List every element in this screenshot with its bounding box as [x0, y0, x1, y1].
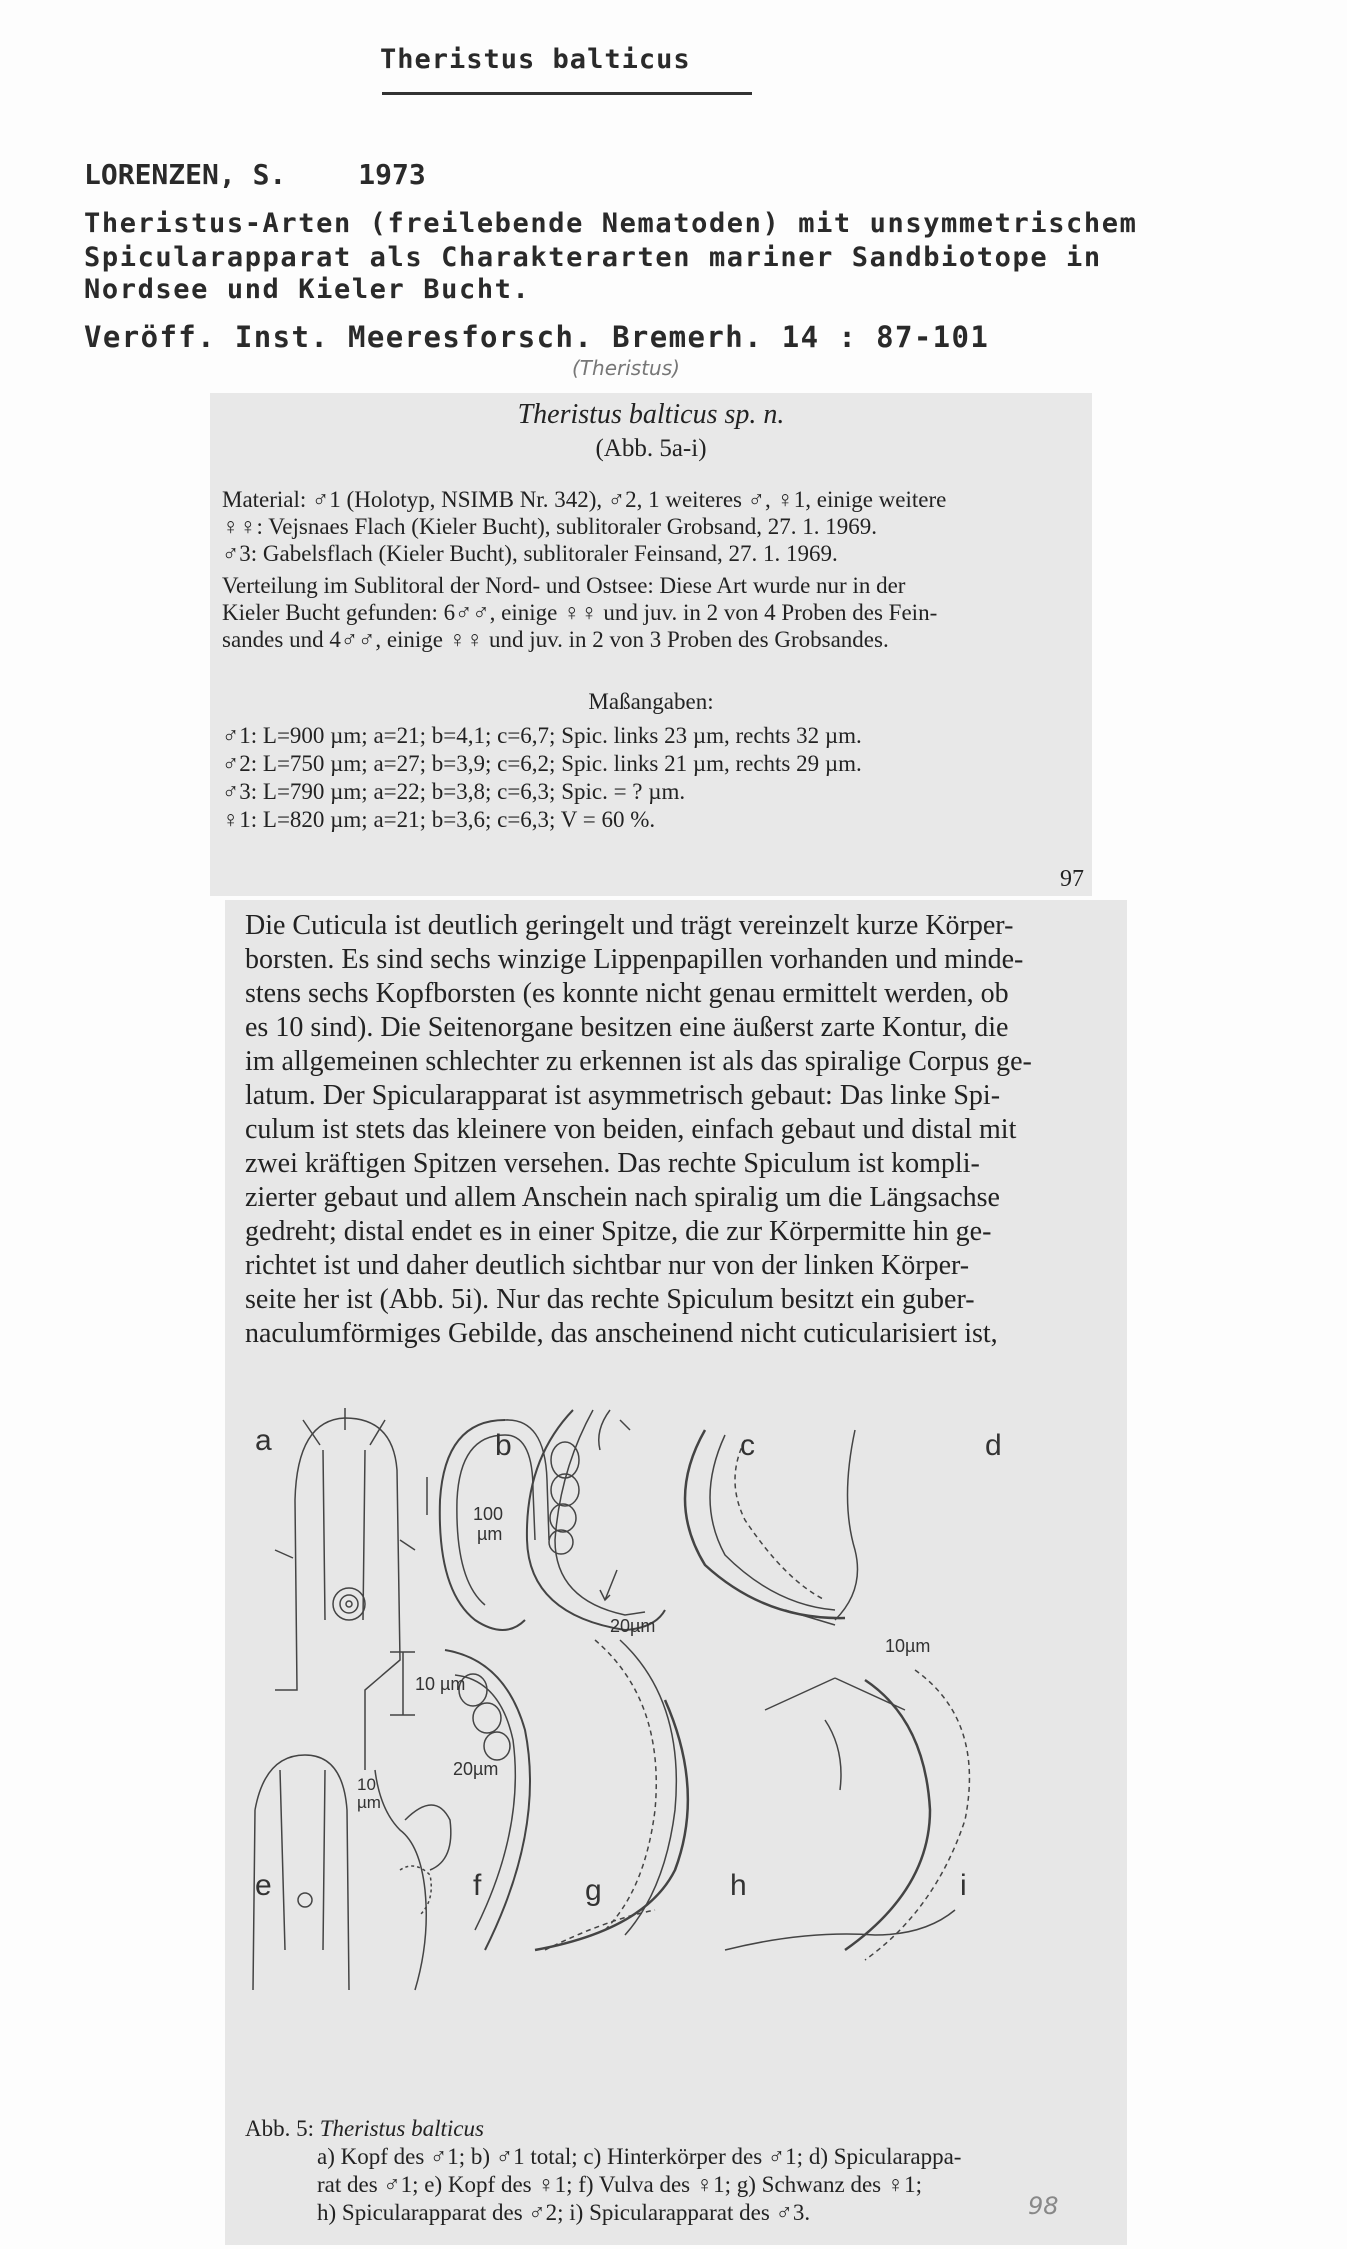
- body-text-line: richtet ist und daher deutlich sichtbar nur von der linken Körper-: [245, 1250, 970, 1281]
- distribution-line: Verteilung im Sublitoral der Nord- und Ostsee: Diese Art wurde nur in der: [222, 573, 906, 598]
- figure-reference: (Abb. 5a-i): [595, 435, 707, 462]
- figure-caption-title: Abb. 5: Theristus balticus: [245, 2116, 484, 2141]
- figure-a-head-drawing: [275, 1408, 415, 1770]
- author-name: LORENZEN, S.: [84, 158, 287, 191]
- body-text-line: zierter gebaut und allem Anschein nach spiralig um die Längsachse: [245, 1182, 1000, 1213]
- scale-unit-10-e: µm: [357, 1793, 381, 1812]
- figure-label-e: e: [255, 1869, 272, 1902]
- handwritten-page-number: 98: [1028, 2192, 1059, 2220]
- figure-label-a: a: [255, 1424, 272, 1457]
- figure-label-i: i: [960, 1869, 967, 1902]
- handwritten-annotation: (Theristus): [572, 356, 680, 380]
- reference-title-line: Spicularapparat als Charakterarten mariner Sandbiotope in: [84, 242, 1102, 273]
- figure-label-b: b: [495, 1429, 512, 1462]
- measurement-line: ♀1: L=820 µm; a=21; b=3,6; c=6,3; V = 60 %.: [222, 807, 656, 832]
- document-title: Theristus balticus: [380, 44, 691, 75]
- body-text-line: zwei kräftigen Spitzen versehen. Das rechte Spiculum ist kompli-: [245, 1148, 980, 1179]
- body-text-line: borsten. Es sind sechs winzige Lippenpapillen vorhanden und minde-: [245, 944, 1024, 975]
- scale-label-100: 100: [473, 1504, 504, 1524]
- body-text-line: Die Cuticula ist deutlich geringelt und trägt vereinzelt kurze Körper-: [245, 910, 1014, 941]
- figure-d-spicule-drawing: [685, 1430, 858, 1625]
- page-number: 97: [1060, 866, 1084, 892]
- journal-citation: Veröff. Inst. Meeresforsch. Bremerh. 14 : 87-101: [84, 320, 990, 354]
- figure-label-d: d: [985, 1429, 1002, 1462]
- scale-label-20um-f: 20µm: [453, 1759, 499, 1779]
- figure-h-spicule-drawing: [535, 1640, 688, 1950]
- nematode-figure: [225, 1390, 1127, 2010]
- measurement-line: ♂2: L=750 µm; a=27; b=3,9; c=6,2; Spic. links 21 µm, rechts 29 µm.: [222, 751, 862, 776]
- figure-label-g: g: [585, 1874, 602, 1907]
- body-text-line: culum ist stets das kleinere von beiden, einfach gebaut und distal mit: [245, 1114, 1017, 1145]
- material-line: ♀♀: Vejsnaes Flach (Kieler Bucht), sublitoraler Grobsand, 27. 1. 1969.: [222, 514, 877, 539]
- body-text-line: stens sechs Kopfborsten (es konnte nicht genau ermittelt werden, ob: [245, 978, 1009, 1009]
- publication-year: 1973: [358, 158, 426, 191]
- figure-i-spicule-drawing: [725, 1670, 969, 1960]
- measurement-line: ♂1: L=900 µm; a=21; b=4,1; c=6,7; Spic. links 23 µm, rechts 32 µm.: [222, 723, 862, 748]
- body-text-line: latum. Der Spicularapparat ist asymmetrisch gebaut: Das linke Spi-: [245, 1080, 1001, 1111]
- body-text-line: naculumförmiges Gebilde, das anscheinend nicht cuticularisiert ist,: [245, 1318, 998, 1349]
- species-description-clipping: [210, 393, 1092, 896]
- body-text-line: es 10 sind). Die Seitenorgane besitzen eine äußerst zarte Kontur, die: [245, 1012, 1009, 1043]
- measurements-heading: Maßangaben:: [588, 689, 714, 714]
- reference-title-line: Theristus-Arten (freilebende Nematoden) mit unsymmetrischem: [84, 208, 1138, 239]
- measurement-line: ♂3: L=790 µm; a=22; b=3,8; c=6,3; Spic. = ? µm.: [222, 779, 686, 804]
- author-line: [84, 158, 426, 191]
- body-text-line: gedreht; distal endet es in einer Spitze, die zur Körpermitte hin ge-: [245, 1216, 992, 1247]
- material-line: ♂3: Gabelsflach (Kieler Bucht), sublitoraler Feinsand, 27. 1. 1969.: [222, 541, 838, 566]
- body-text-line: seite her ist (Abb. 5i). Nur das rechte Spiculum besitzt ein guber-: [245, 1284, 975, 1315]
- distribution-line: sandes und 4♂♂, einige ♀♀ und juv. in 2 von 3 Proben des Grobsandes.: [222, 627, 889, 652]
- scale-label-10-e: 10: [357, 1775, 376, 1794]
- scale-unit-100: µm: [477, 1524, 503, 1544]
- figure-label-f: f: [473, 1869, 482, 1902]
- figure-label-h: h: [730, 1869, 747, 1902]
- scale-label-20um-c: 20µm: [610, 1616, 656, 1636]
- figure-caption-line: h) Spicularapparat des ♂2; i) Spicularapparat des ♂3.: [317, 2200, 811, 2225]
- title-underline: [382, 92, 752, 95]
- material-line: Material: ♂1 (Holotyp, NSIMB Nr. 342), ♂2, 1 weiteres ♂, ♀1, einige weitere: [222, 487, 947, 512]
- figure-caption-line: a) Kopf des ♂1; b) ♂1 total; c) Hinterkörper des ♂1; d) Spicularappa-: [317, 2144, 962, 2169]
- figure-label-c: c: [740, 1429, 755, 1462]
- reference-title-line: Nordsee und Kieler Bucht.: [84, 274, 531, 305]
- body-text-line: im allgemeinen schlechter zu erkennen ist als das spiralige Corpus ge-: [245, 1046, 1032, 1077]
- figure-caption-line: rat des ♂1; e) Kopf des ♀1; f) Vulva des ♀1; g) Schwanz des ♀1;: [317, 2172, 923, 2197]
- distribution-line: Kieler Bucht gefunden: 6♂♂, einige ♀♀ und juv. in 2 von 4 Proben des Fein-: [222, 600, 938, 625]
- scale-label-10um-a: 10 µm: [415, 1674, 466, 1694]
- figure-f-vulva-drawing: [375, 1770, 451, 1990]
- figure-g-tail-drawing: [445, 1650, 530, 1950]
- species-heading: Theristus balticus sp. n.: [517, 399, 785, 430]
- scale-label-10um-d: 10µm: [885, 1636, 931, 1656]
- description-continuation-clipping: [225, 900, 1127, 2245]
